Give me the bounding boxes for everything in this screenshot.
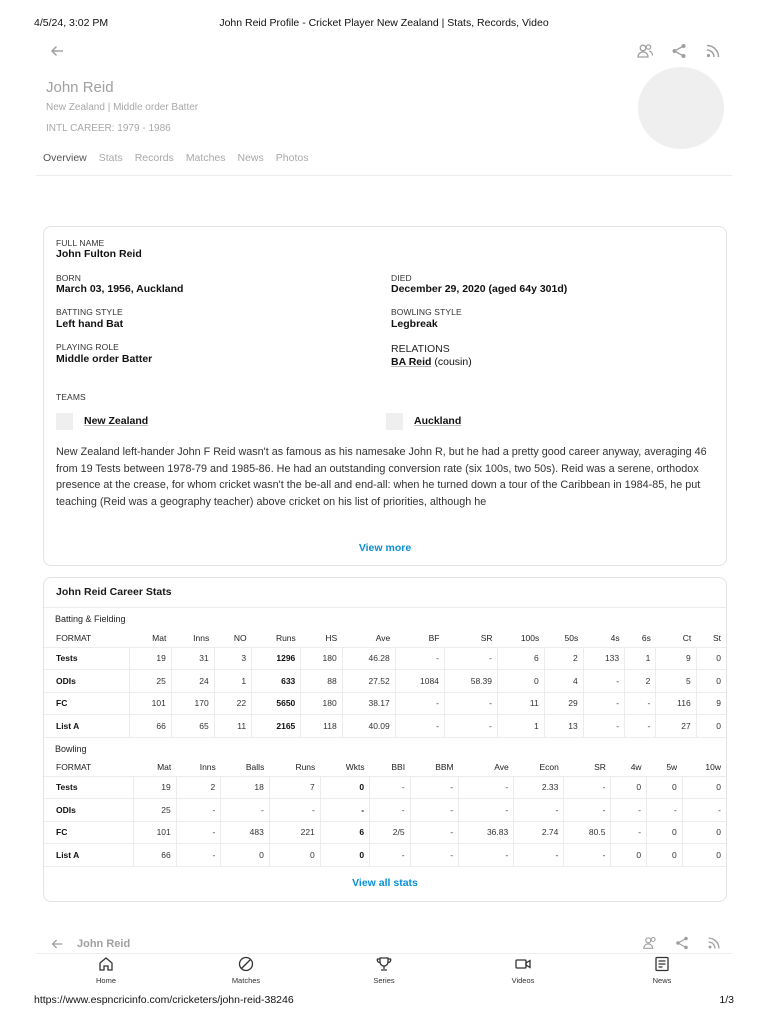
stat-cell: - — [410, 844, 459, 867]
stat-cell: - — [564, 844, 611, 867]
sticky-header — [36, 934, 732, 954]
stat-cell: 88 — [301, 670, 342, 693]
born-value: March 03, 1956, Auckland — [56, 283, 184, 295]
stat-cell: 118 — [301, 715, 342, 738]
stat-cell: 0 — [647, 821, 683, 844]
nav-matches-label: Matches — [231, 976, 261, 985]
full-name-label: FULL NAME — [56, 238, 105, 248]
stat-cell: - — [459, 844, 514, 867]
stat-cell: 0 — [696, 670, 726, 693]
playing-role-value: Middle order Batter — [56, 353, 153, 365]
player-bio: New Zealand left-hander John F Reid wasn't as famous as his namesake John R, but he had a pretty good career anyway, averaging 46 from 19 Tests between 1978-79 and 1985-86. He had an outstanding conversion rate (six 100s, two 50s). Reid was a serene, orthodox presence at the crease, for whom cricket wasn't the be-all and end-all: when he turned down a tour of the Caribbean in 1984-85, he put teaching (Reid was a geography teacher) above cricket on his list of priorities, although he — [56, 446, 707, 508]
stat-cell: 7 — [269, 776, 320, 799]
stat-cell: 0 — [696, 715, 726, 738]
stat-cell: 2 — [176, 776, 221, 799]
back-arrow-icon[interactable] — [49, 936, 65, 952]
stat-cell: 58.39 — [444, 670, 497, 693]
nav-series[interactable] — [349, 955, 419, 985]
stat-cell: 0 — [269, 844, 320, 867]
nav-news[interactable] — [627, 955, 697, 985]
follow-icon[interactable] — [642, 935, 658, 951]
stat-cell: 0 — [647, 776, 683, 799]
stat-cell: 2 — [544, 647, 583, 670]
tab-matches[interactable]: Matches — [185, 152, 226, 164]
column-header: Econ — [514, 758, 564, 776]
died-value: December 29, 2020 (aged 64y 301d) — [391, 283, 568, 295]
column-header: 100s — [498, 629, 545, 647]
stat-cell: - — [514, 799, 564, 822]
stat-cell: - — [611, 821, 647, 844]
stat-cell: - — [410, 776, 459, 799]
newspaper-icon — [653, 955, 671, 973]
died-label: DIED — [391, 273, 412, 283]
team-logo-auckland — [386, 413, 403, 430]
stat-cell: 483 — [221, 821, 270, 844]
format-cell: ODIs — [44, 670, 130, 693]
intl-career: INTL CAREER: 1979 - 1986 — [46, 123, 171, 134]
column-header: BBI — [370, 758, 410, 776]
stat-cell: - — [583, 670, 624, 693]
table-row — [44, 670, 726, 693]
full-name-value: John Fulton Reid — [56, 248, 142, 260]
stat-cell: 5650 — [252, 692, 301, 715]
column-header: Mat — [130, 629, 171, 647]
column-header: FORMAT — [44, 758, 133, 776]
relation-type: (cousin) — [434, 356, 472, 368]
stat-cell: 9 — [656, 647, 696, 670]
table-row — [44, 821, 726, 844]
tab-photos[interactable]: Photos — [275, 152, 309, 164]
format-cell: List A — [44, 844, 133, 867]
format-cell: Tests — [44, 776, 133, 799]
rss-feed-icon[interactable] — [706, 935, 722, 951]
stat-cell: 80.5 — [564, 821, 611, 844]
stat-cell: 11 — [214, 715, 251, 738]
format-cell: Tests — [44, 647, 130, 670]
stat-cell: - — [583, 715, 624, 738]
table-row — [44, 799, 726, 822]
column-header: St — [696, 629, 726, 647]
stat-cell: 24 — [171, 670, 214, 693]
stat-cell: 0 — [611, 844, 647, 867]
stat-cell: 11 — [498, 692, 545, 715]
column-header: 4s — [583, 629, 624, 647]
print-title: John Reid Profile - Cricket Player New Zealand | Stats, Records, Video — [219, 17, 549, 29]
trophy-icon — [375, 955, 393, 973]
batting-style-label: BATTING STYLE — [56, 307, 123, 317]
stat-cell: 1 — [625, 647, 656, 670]
format-cell: FC — [44, 821, 133, 844]
player-subtitle: New Zealand | Middle order Batter — [46, 102, 199, 113]
tab-news[interactable]: News — [237, 152, 264, 164]
stat-cell: 6 — [320, 821, 369, 844]
stat-cell: 221 — [269, 821, 320, 844]
column-header: Runs — [269, 758, 320, 776]
column-header: Wkts — [320, 758, 369, 776]
stat-cell: 27.52 — [342, 670, 395, 693]
player-info-card — [43, 226, 727, 566]
column-header: 5w — [647, 758, 683, 776]
stat-cell: - — [395, 647, 444, 670]
stat-cell: - — [176, 844, 221, 867]
team-link-auckland[interactable]: Auckland — [414, 415, 462, 427]
column-header: 6s — [625, 629, 656, 647]
column-header: Ave — [342, 629, 395, 647]
stat-cell: - — [611, 799, 647, 822]
playing-role-label: PLAYING ROLE — [56, 342, 119, 352]
stat-cell: 66 — [133, 844, 176, 867]
nav-matches[interactable] — [211, 955, 281, 985]
table-row — [44, 647, 726, 670]
follow-icon[interactable] — [636, 42, 654, 60]
stat-cell: 66 — [130, 715, 171, 738]
nav-home[interactable] — [71, 955, 141, 985]
column-header: Inns — [176, 758, 221, 776]
stat-cell: 0 — [682, 776, 726, 799]
stat-cell: 25 — [130, 670, 171, 693]
stat-cell: - — [370, 844, 410, 867]
stat-cell: - — [176, 821, 221, 844]
print-header — [0, 17, 768, 31]
view-more-link[interactable]: View more — [358, 542, 412, 554]
stat-cell: 101 — [133, 821, 176, 844]
stat-cell: 0 — [682, 821, 726, 844]
profile-tabs — [36, 152, 732, 176]
stat-cell: 170 — [171, 692, 214, 715]
stat-cell: 5 — [656, 670, 696, 693]
stat-cell: 65 — [171, 715, 214, 738]
stat-cell: 27 — [656, 715, 696, 738]
stat-cell: 1084 — [395, 670, 444, 693]
stat-cell: 1 — [498, 715, 545, 738]
stat-cell: 133 — [583, 647, 624, 670]
column-header: Runs — [252, 629, 301, 647]
bowling-stats-table — [44, 758, 726, 867]
column-header: NO — [214, 629, 251, 647]
column-header: HS — [301, 629, 342, 647]
print-page-number: 1/3 — [719, 994, 734, 1006]
bowling-style-value: Legbreak — [391, 318, 438, 330]
relations-label: RELATIONS — [391, 343, 450, 355]
player-name: John Reid — [46, 79, 114, 96]
table-row — [44, 692, 726, 715]
stat-cell: 0 — [647, 844, 683, 867]
stat-cell: 4 — [544, 670, 583, 693]
stat-cell: 40.09 — [342, 715, 395, 738]
home-icon — [97, 955, 115, 973]
stat-cell: - — [370, 799, 410, 822]
batting-section-heading: Batting & Fielding — [44, 607, 726, 629]
stat-cell: 13 — [544, 715, 583, 738]
column-header: Mat — [133, 758, 176, 776]
stat-cell: 46.28 — [342, 647, 395, 670]
batting-stats-table — [44, 629, 726, 738]
nav-news-label: News — [652, 976, 672, 985]
stat-cell: 22 — [214, 692, 251, 715]
stat-cell: - — [444, 715, 497, 738]
player-avatar — [638, 67, 724, 149]
stat-cell: - — [459, 799, 514, 822]
stat-cell: 0 — [682, 844, 726, 867]
batting-style-value: Left hand Bat — [56, 318, 124, 330]
print-url: https://www.espncricinfo.com/cricketers/john-reid-38246 — [34, 994, 294, 1006]
table-row — [44, 776, 726, 799]
nav-series-label: Series — [373, 976, 395, 985]
share-icon[interactable] — [670, 42, 688, 60]
stat-cell: - — [682, 799, 726, 822]
teams-label: TEAMS — [56, 392, 86, 402]
stat-cell: - — [583, 692, 624, 715]
stat-cell: 101 — [130, 692, 171, 715]
nav-videos[interactable] — [488, 955, 558, 985]
bottom-navigation — [36, 955, 732, 989]
top-actions — [636, 42, 722, 60]
column-header: BBM — [410, 758, 459, 776]
team-link-new-zealand[interactable]: New Zealand — [84, 415, 149, 427]
top-bar — [36, 40, 732, 62]
stat-cell: - — [514, 844, 564, 867]
view-all-stats-link[interactable]: View all stats — [352, 877, 418, 889]
stat-cell: 2.74 — [514, 821, 564, 844]
column-header: Ct — [656, 629, 696, 647]
tab-overview[interactable]: Overview — [43, 152, 87, 164]
rss-feed-icon[interactable] — [704, 42, 722, 60]
format-cell: ODIs — [44, 799, 133, 822]
stat-cell: 19 — [130, 647, 171, 670]
back-arrow-icon[interactable] — [48, 42, 66, 60]
stat-cell: 29 — [544, 692, 583, 715]
stat-cell: - — [395, 692, 444, 715]
print-date: 4/5/24, 3:02 PM — [34, 17, 109, 29]
stat-cell: 36.83 — [459, 821, 514, 844]
sticky-actions — [642, 935, 722, 951]
stat-cell: - — [444, 692, 497, 715]
stat-cell: - — [564, 776, 611, 799]
born-label: BORN — [56, 273, 81, 283]
stat-cell: 633 — [252, 670, 301, 693]
column-header: Inns — [171, 629, 214, 647]
column-header: 4w — [611, 758, 647, 776]
relation-link[interactable]: BA Reid — [391, 356, 432, 368]
stat-cell: - — [370, 776, 410, 799]
stat-cell: - — [647, 799, 683, 822]
stat-cell: - — [395, 715, 444, 738]
relations-value — [391, 356, 472, 368]
format-cell: List A — [44, 715, 130, 738]
stat-cell: 0 — [498, 670, 545, 693]
sticky-player-name: John Reid — [77, 938, 131, 950]
cricket-ball-icon — [237, 955, 255, 973]
tab-records[interactable]: Records — [134, 152, 174, 164]
stat-cell: - — [459, 776, 514, 799]
table-row — [44, 844, 726, 867]
stat-cell: 9 — [696, 692, 726, 715]
stat-cell: - — [564, 799, 611, 822]
table-row — [44, 715, 726, 738]
stat-cell: 0 — [320, 844, 369, 867]
stat-cell: 25 — [133, 799, 176, 822]
stat-cell: 19 — [133, 776, 176, 799]
stat-cell: - — [625, 692, 656, 715]
column-header: 10w — [682, 758, 726, 776]
stat-cell: 0 — [696, 647, 726, 670]
nav-home-label: Home — [95, 976, 116, 985]
column-header: SR — [444, 629, 497, 647]
column-header: Ave — [459, 758, 514, 776]
stat-cell: 38.17 — [342, 692, 395, 715]
tab-stats[interactable]: Stats — [98, 152, 123, 164]
stat-cell: 18 — [221, 776, 270, 799]
column-header: SR — [564, 758, 611, 776]
career-stats-title: John Reid Career Stats — [56, 586, 172, 598]
stat-cell: 0 — [611, 776, 647, 799]
stat-cell: - — [176, 799, 221, 822]
bowling-section-heading: Bowling — [44, 737, 726, 759]
stat-cell: - — [221, 799, 270, 822]
stat-cell: - — [625, 715, 656, 738]
stat-cell: 1 — [214, 670, 251, 693]
stat-cell: 2 — [625, 670, 656, 693]
career-stats-card — [43, 577, 727, 902]
column-header: FORMAT — [44, 629, 130, 647]
column-header: BF — [395, 629, 444, 647]
stat-cell: - — [320, 799, 369, 822]
team-logo-new-zealand — [56, 413, 73, 430]
stat-cell: 116 — [656, 692, 696, 715]
stat-cell: 180 — [301, 647, 342, 670]
stat-cell: 2/5 — [370, 821, 410, 844]
stat-cell: 2.33 — [514, 776, 564, 799]
format-cell: FC — [44, 692, 130, 715]
column-header: Balls — [221, 758, 270, 776]
bowling-style-label: BOWLING STYLE — [391, 307, 462, 317]
nav-videos-label: Videos — [511, 976, 535, 985]
stat-cell: 3 — [214, 647, 251, 670]
stat-cell: - — [444, 647, 497, 670]
stat-cell: 180 — [301, 692, 342, 715]
stat-cell: 2165 — [252, 715, 301, 738]
stat-cell: - — [269, 799, 320, 822]
share-icon[interactable] — [674, 935, 690, 951]
stat-cell: - — [410, 799, 459, 822]
stat-cell: 31 — [171, 647, 214, 670]
stat-cell: 1296 — [252, 647, 301, 670]
stat-cell: 0 — [221, 844, 270, 867]
stat-cell: 6 — [498, 647, 545, 670]
video-camera-icon — [514, 955, 532, 973]
stat-cell: - — [410, 821, 459, 844]
stat-cell: 0 — [320, 776, 369, 799]
column-header: 50s — [544, 629, 583, 647]
